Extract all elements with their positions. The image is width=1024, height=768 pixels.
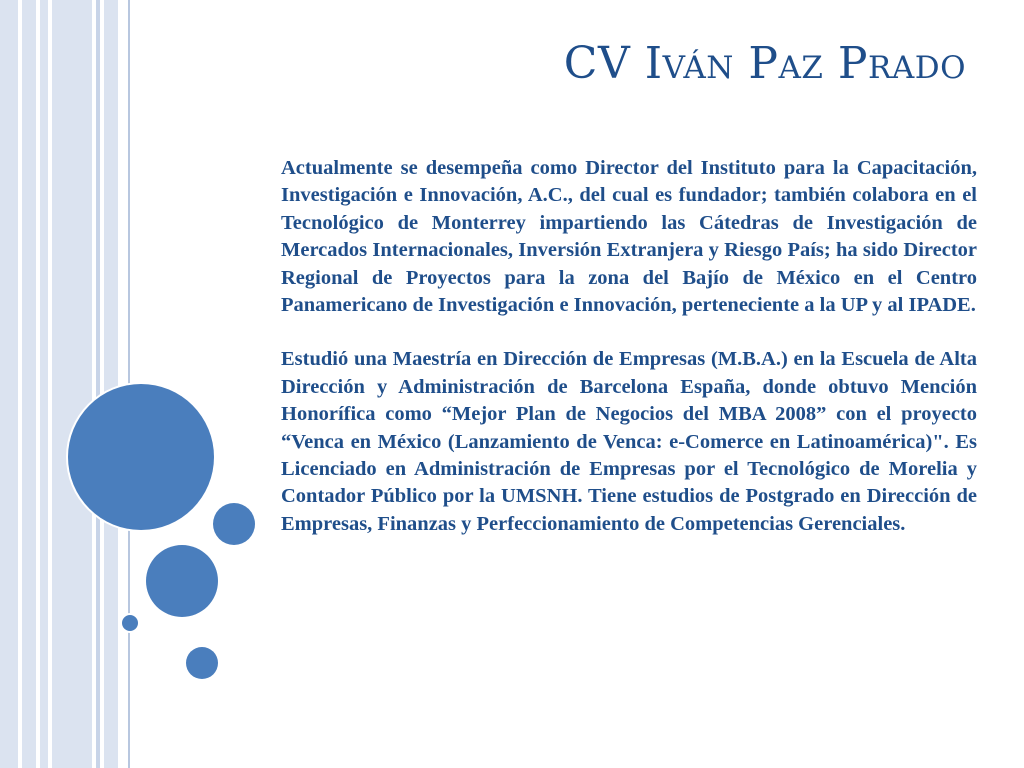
body-paragraph: Estudió una Maestría en Dirección de Empresas (M.B.A.) en la Escuela de Alta Dirección y Administración de Barcelona España, donde obtuvo Mención Honorífica como “Mejor Plan de Negocios del MBA 2008” con el proyecto “Venca en México (Lanzamiento de Venca: e-Comerce en Latinoamérica)". Es Licenciado en Administración de Empresas por el Tecnológico de Morelia y Contador Público por la UMSNH. Tiene estudios de Postgrado en Dirección de Empresas, Finanzas y Perfeccionamiento de Competencias Gerenciales.	[281, 348, 977, 535]
decorative-stripe	[96, 0, 100, 768]
decorative-circle-large	[68, 384, 214, 530]
decorative-circle-small	[186, 647, 218, 679]
decorative-stripe	[22, 0, 36, 768]
decorative-stripe	[104, 0, 118, 768]
body-paragraph: Actualmente se desempeña como Director del Instituto para la Capacitación, Investigación e Innovación, A.C., del cual es fundador; también colabora en el Tecnológico de Monterrey impartiendo las Cátedras de Investigación de Mercados Internacionales, Inversión Extranjera y Riesgo País; ha sido Director Regional de Proyectos para la zona del Bajío de México en el Centro Panamericano de Investigación e Innovación, perteneciente a la UP y al IPADE.	[281, 157, 977, 317]
decorative-circle-medium	[146, 545, 218, 617]
slide-body	[281, 155, 977, 538]
decorative-circle-small	[213, 503, 255, 545]
slide-title: CV Iván Paz Prado	[563, 38, 966, 89]
decorative-stripe	[52, 0, 92, 768]
decorative-stripe	[40, 0, 48, 768]
decorative-circle-tiny	[122, 615, 138, 631]
decorative-stripe	[0, 0, 18, 768]
